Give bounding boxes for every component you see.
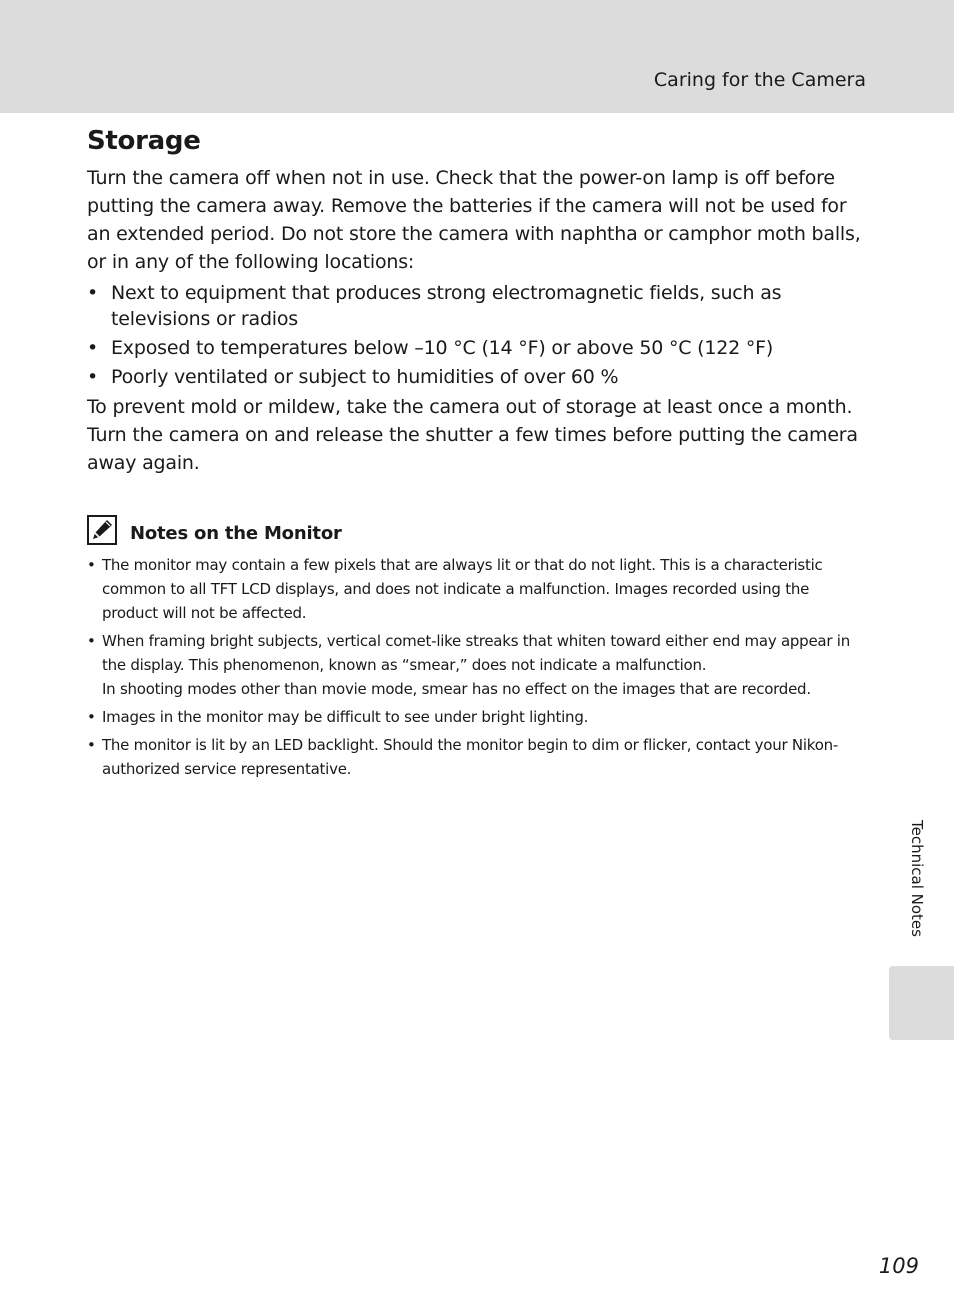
bullet-icon: • [87,366,99,388]
list-item [87,629,867,701]
list-item [87,705,867,729]
list-item [87,733,867,781]
note-text: The monitor is lit by an LED backlight. Should the monitor begin to dim or flicker, contact your Nikon-authorized service representative. [102,736,839,778]
note-text: Images in the monitor may be difficult to see under bright lighting. [102,708,589,726]
running-header: Caring for the Camera [653,69,866,91]
note-text: The monitor may contain a few pixels that are always lit or that do not light. This is a characteristic common to all TFT LCD displays, and does not indicate a malfunction. Images recorded using the product will not be affected. [102,556,823,622]
bullet-icon: • [87,736,96,754]
section-title: Storage [87,126,201,156]
notes-list [87,553,867,781]
header-band [0,0,954,113]
list-item [87,280,867,332]
notes-section [87,513,867,781]
notes-title: Notes on the Monitor [130,523,342,544]
list-item [87,335,867,361]
list-item-text: Next to equipment that produces strong electromagnetic fields, such as televisions or radios [111,282,782,330]
note-text-continued: In shooting modes other than movie mode, smear has no effect on the images that are recorded. [102,680,811,698]
bullet-icon: • [87,708,96,726]
list-item [87,553,867,625]
pencil-note-icon [87,515,117,545]
bullet-icon: • [87,556,96,574]
main-content [87,124,867,785]
list-item-text: Poorly ventilated or subject to humidities of over 60 % [111,366,619,388]
list-item [87,364,867,390]
storage-locations-list [87,280,867,390]
intro-paragraph: Turn the camera off when not in use. Check that the power-on lamp is off before putting the camera away. Remove the batteries if the camera will not be used for an extended period. Do not store the camera with naphtha or camphor moth balls, or in any of the following locations: [87,167,861,273]
closing-paragraph: To prevent mold or mildew, take the camera out of storage at least once a month. Turn the camera on and release the shutter a few times before putting the camera away again. [87,396,858,474]
side-tab-label: Technical Notes [908,820,926,937]
notes-heading [87,513,867,547]
page-number: 109 [878,1254,919,1278]
list-item-text: Exposed to temperatures below –10 °C (14 °F) or above 50 °C (122 °F) [111,337,774,359]
bullet-icon: • [87,282,99,304]
note-text: When framing bright subjects, vertical comet-like streaks that whiten toward either end may appear in the display. This phenomenon, known as “smear,” does not indicate a malfunction. [102,632,850,674]
bullet-icon: • [87,632,96,650]
side-tab-block [889,966,954,1040]
bullet-icon: • [87,337,99,359]
